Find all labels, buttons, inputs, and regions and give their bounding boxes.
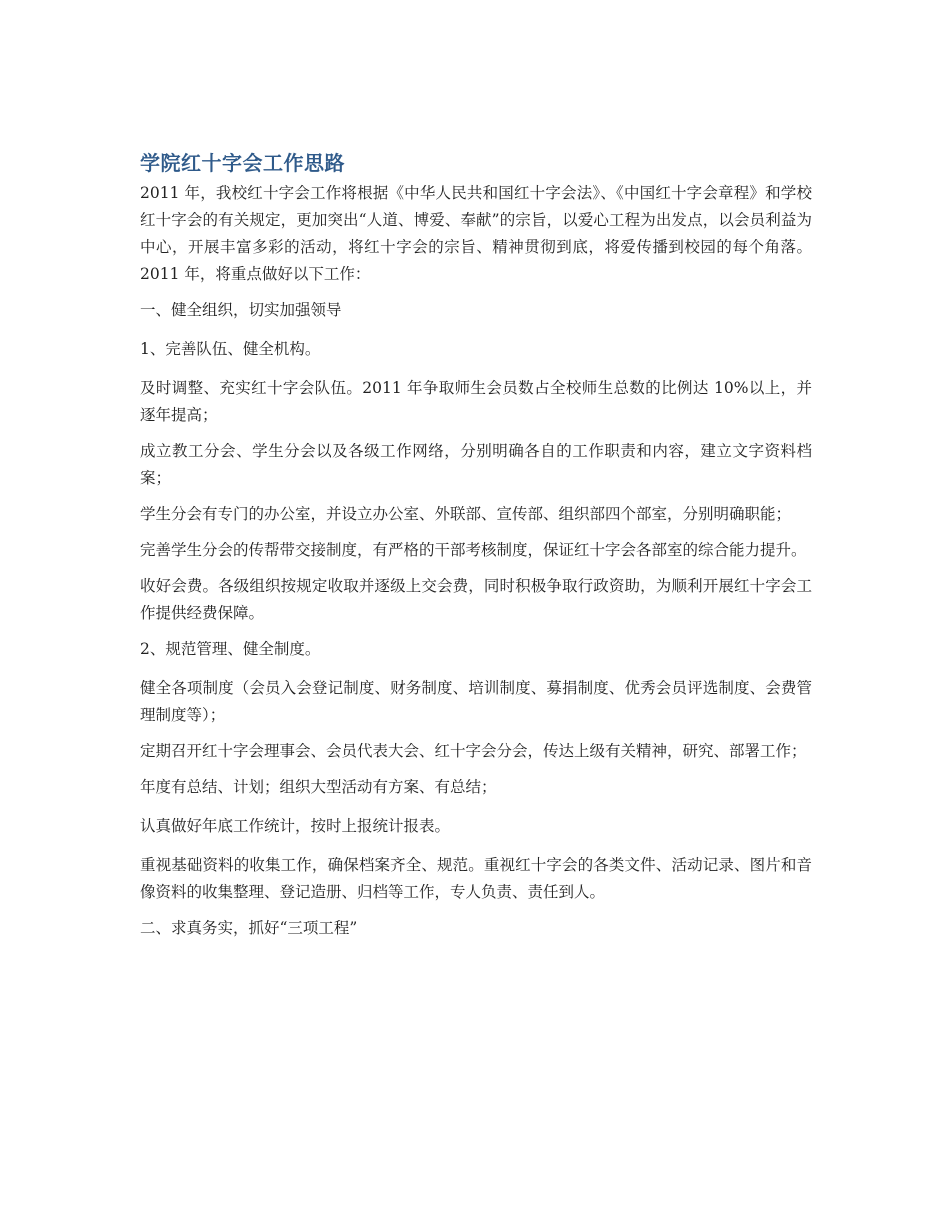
section-heading-1: 一、健全组织，切实加强领导	[140, 301, 342, 319]
paragraph-fees: 收好会费。各级组织按规定收取并逐级上交会费，同时积极争取行政资助，为顺利开展红十字会工作提供经费保障。	[140, 577, 812, 622]
paragraph-archives: 重视基础资料的收集工作，确保档案齐全、规范。重视红十字会的各类文件、活动记录、图片和音像资料的收集整理、登记造册、归档等工作，专人负责、责任到人。	[140, 856, 812, 901]
paragraph-annual: 年度有总结、计划；组织大型活动有方案、有总结；	[140, 778, 497, 796]
section-heading-2: 二、求真务实，抓好“三项工程”	[140, 919, 358, 937]
paragraph-student-office: 学生分会有专门的办公室，并设立办公室、外联部、宣传部、组织部四个部室，分别明确职能；	[140, 505, 792, 523]
intro-paragraph: 2011 年，我校红十字会工作将根据《中华人民共和国红十字会法》、《中国红十字会章程》和学校红十字会的有关规定，更加突出“人道、博爱、奉献”的宗旨，以爱心工程为出发点，以会员利益为中心，开展丰富多彩的活动，将红十字会的宗旨、精神贯彻到底，将爱传播到校园的每个角落。2011 年，将重点做好以下工作：	[140, 184, 812, 283]
subsection-heading-2: 2、规范管理、健全制度。	[140, 640, 321, 658]
paragraph-systems: 健全各项制度（会员入会登记制度、财务制度、培训制度、募捐制度、优秀会员评选制度、会费管理制度等）；	[140, 679, 812, 724]
paragraph-team-adjust: 及时调整、充实红十字会队伍。2011 年争取师生会员数占全校师生总数的比例达 10%以上，并逐年提高；	[140, 379, 812, 424]
subsection-heading-1: 1、完善队伍、健全机构。	[140, 340, 321, 358]
paragraph-handover: 完善学生分会的传帮带交接制度，有严格的干部考核制度，保证红十字会各部室的综合能力提升。	[140, 541, 807, 559]
document-title: 学院红十字会工作思路	[140, 151, 345, 175]
paragraph-meetings: 定期召开红十字会理事会、会员代表大会、红十字会分会，传达上级有关精神，研究、部署工作；	[140, 742, 807, 760]
paragraph-branches: 成立教工分会、学生分会以及各级工作网络，分别明确各自的工作职责和内容，建立文字资料档案；	[140, 442, 812, 487]
document-page	[140, 148, 812, 951]
paragraph-statistics: 认真做好年底工作统计，按时上报统计报表。	[140, 817, 451, 835]
